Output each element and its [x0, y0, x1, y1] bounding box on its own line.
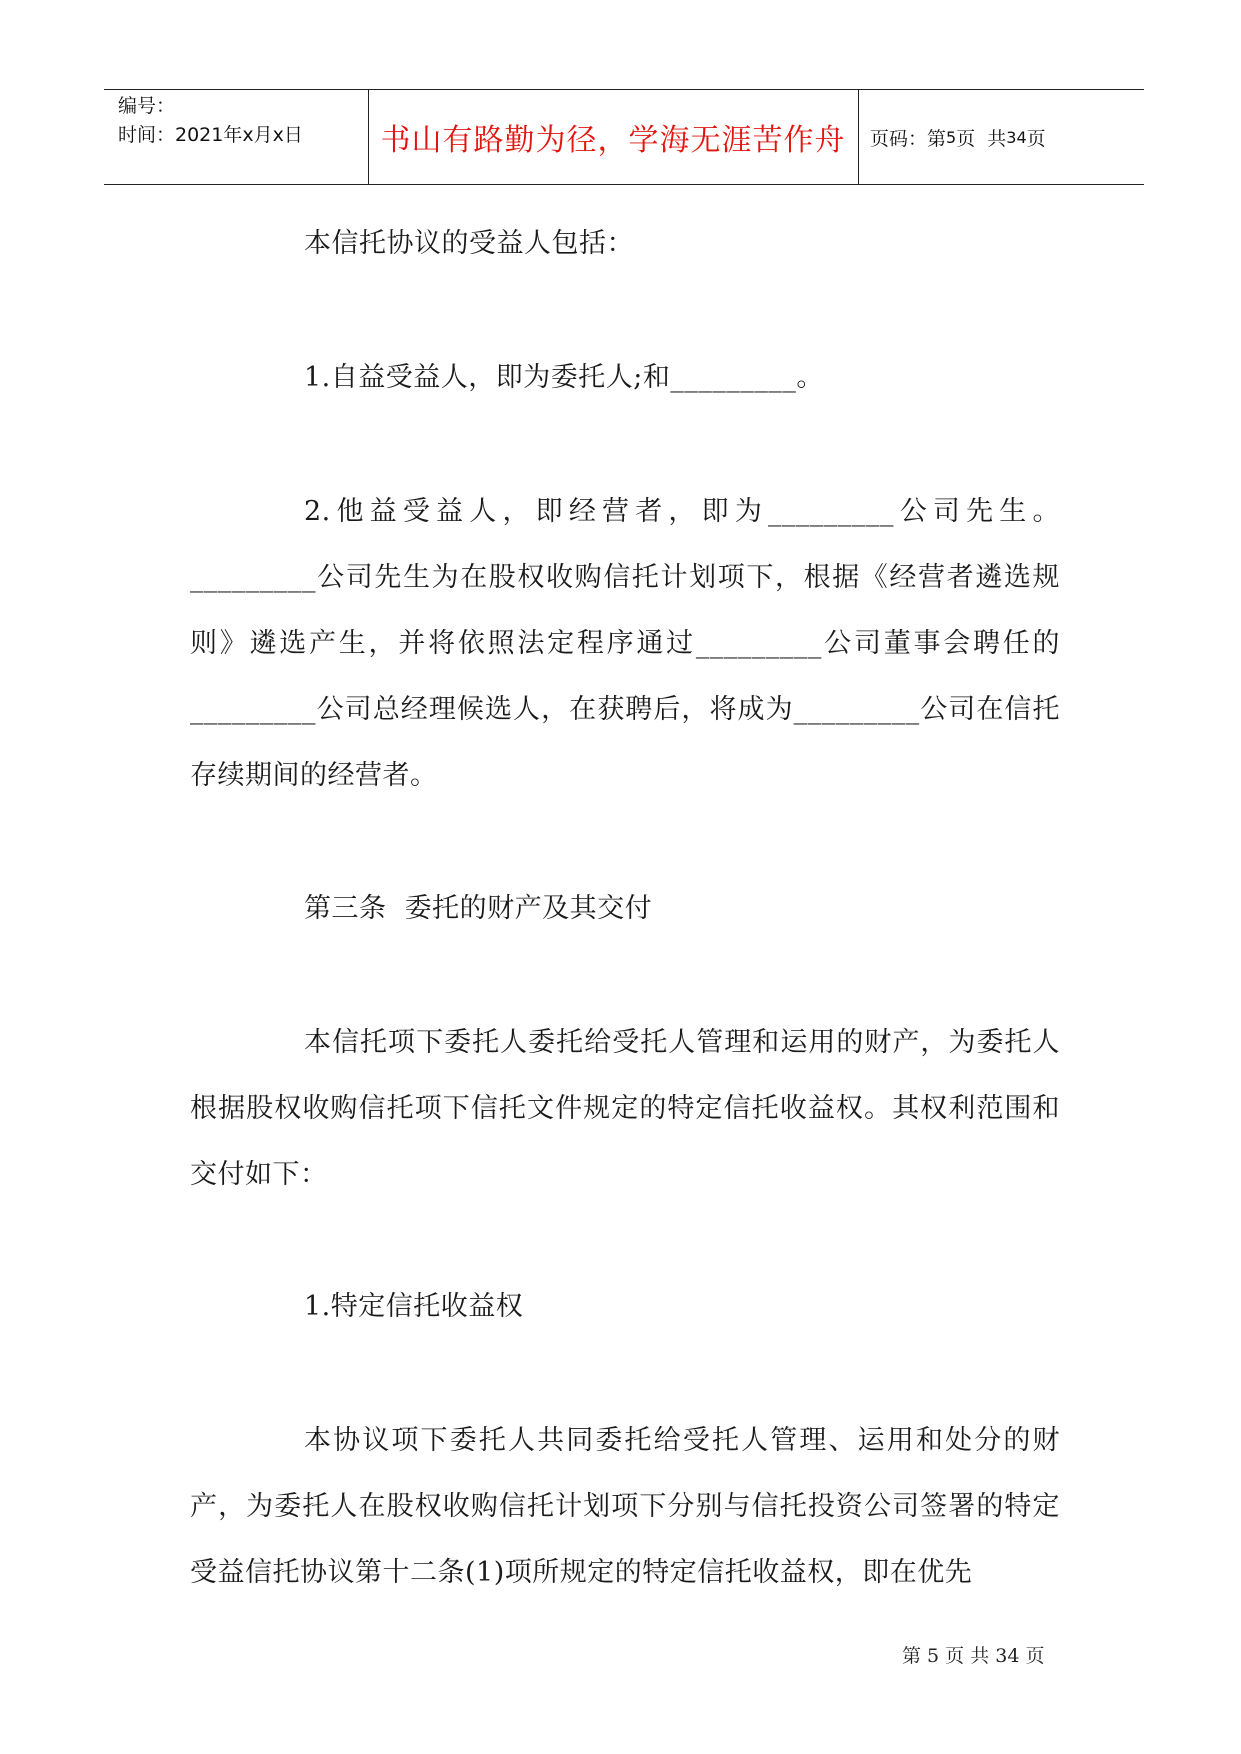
page-current: 5	[946, 127, 957, 147]
header-divider	[858, 90, 859, 184]
page-header	[104, 89, 1144, 185]
page-total: 34	[1006, 127, 1027, 147]
header-meta	[118, 92, 368, 150]
document-number-label: 编号：	[118, 95, 176, 117]
page-mid: 页 共	[956, 127, 1007, 150]
subheading-trust-income-right: 1.特定信托收益权	[304, 1291, 524, 1322]
article-three-heading: 第三条 委托的财产及其交付	[304, 893, 653, 924]
document-time: 时间：2021年x月x日	[118, 124, 303, 146]
header-motto: 书山有路勤为径，学海无涯苦作舟	[380, 123, 846, 158]
paragraph-trust-property: 本信托项下委托人委托给受托人管理和运用的财产，为委托人根据股权收购信托项下信托文件规定的特定信托收益权。其权利范围和交付如下：	[190, 1027, 1060, 1190]
paragraph-self-beneficiary: 1.自益受益人，即为委托人;和_________。	[304, 362, 824, 393]
page-prefix: 页码：第	[870, 127, 947, 150]
paragraph-beneficiaries-intro: 本信托协议的受益人包括：	[304, 228, 634, 259]
paragraph-other-beneficiary: 2.他益受益人，即经营者，即为_________公司先生。_________公司先生为在股权收购信托计划项下，根据《经营者遴选规则》遴选产生，并将依照法定程序通过_________公司董事会聘任的_________公司总经理候选人，在获聘后，将成为_________公司在信托存续期间的经营者。	[190, 496, 1060, 791]
page-suffix: 页	[1026, 127, 1046, 150]
page-footer: 第 5 页 共 34 页	[902, 1645, 1045, 1667]
paragraph-income-right-detail: 本协议项下委托人共同委托给受托人管理、运用和处分的财产，为委托人在股权收购信托计划项下分别与信托投资公司签署的特定受益信托协议第十二条(1)项所规定的特定信托收益权，即在优先	[190, 1425, 1060, 1588]
header-page-info	[870, 90, 1046, 184]
